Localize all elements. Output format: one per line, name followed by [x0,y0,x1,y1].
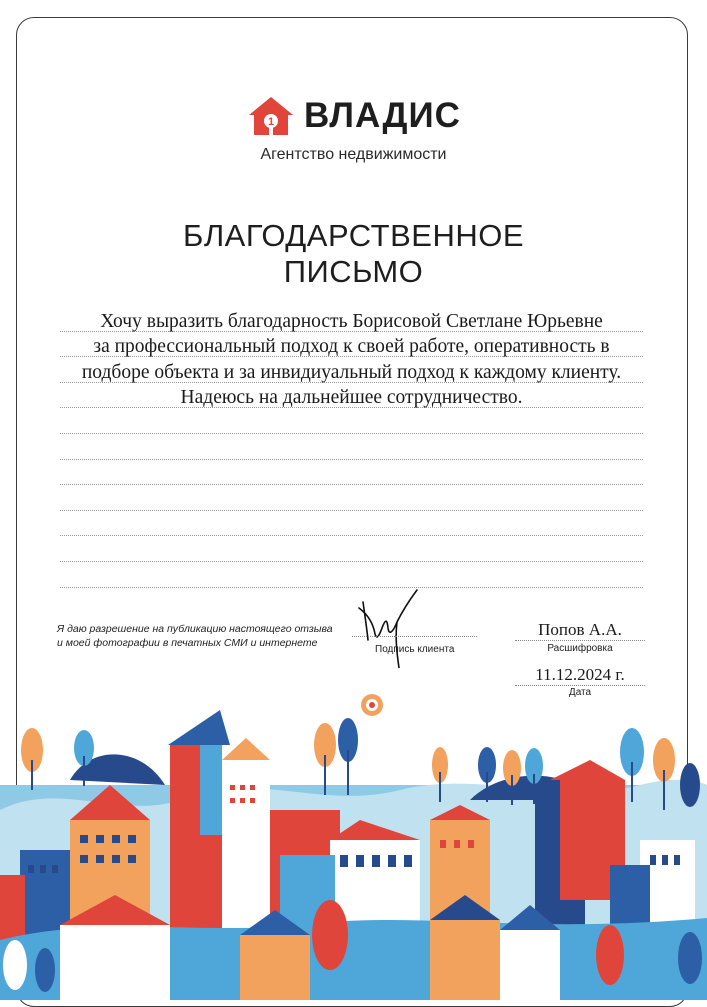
letter-body [60,306,643,588]
client-signature [355,588,425,668]
body-line: подборе объекта и за инвидиуальный подход к каждому клиенту. [60,357,643,383]
brand-name: ВЛАДИС [304,96,461,135]
body-line [60,511,643,537]
svg-text:1: 1 [267,116,275,128]
body-line: Надеюсь на дальнейшее сотрудничество. [60,383,643,409]
brand-logo [248,96,460,140]
body-line [60,536,643,562]
body-line [60,434,643,460]
body-line: Хочу выразить благодарность Борисовой Светлане Юрьевне [60,306,643,332]
page-title [0,218,707,290]
publication-consent: Я даю разрешение на публикацию настоящего отзыва и моей фотографии в печатных СМИ и интернете [57,623,333,649]
city-skyline-illustration [0,690,707,1000]
body-line [60,562,643,588]
body-line: за профессиональный подход к своей работе, оперативность в [60,332,643,358]
body-line [60,460,643,486]
name-decoding-value: Попов А.А. [515,620,645,641]
brand-tagline: Агентство недвижимости [260,146,447,163]
date-value: 11.12.2024 г. [515,665,645,686]
house-logo-icon [248,96,294,136]
name-decoding-label: Расшифровка [547,643,613,654]
signature-line [352,636,477,637]
body-line [60,485,643,511]
body-line [60,408,643,434]
date-label: Дата [568,687,592,698]
title-line-1: БЛАГОДАРСТВЕННОЕ [182,218,525,253]
signature-label: Подпись клиента [375,644,455,655]
title-line-2: ПИСЬМО [283,254,424,289]
